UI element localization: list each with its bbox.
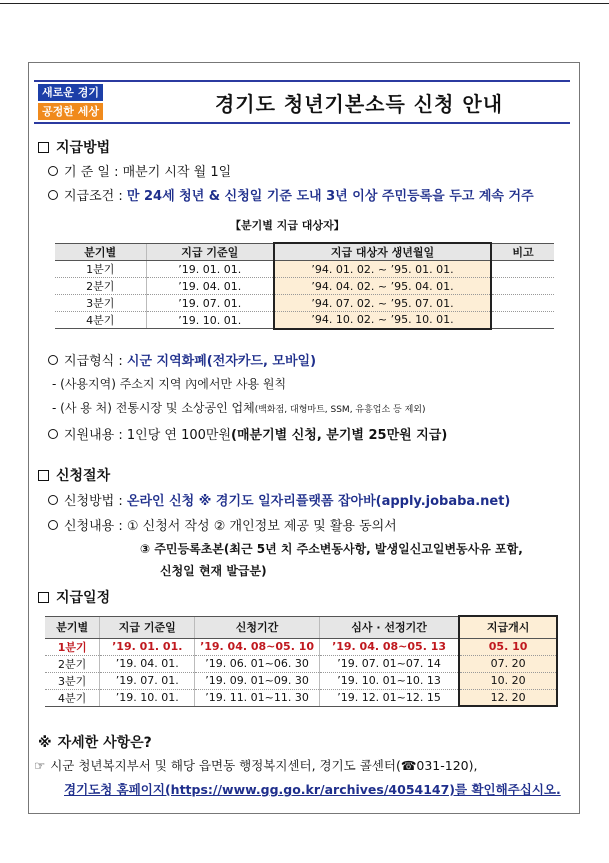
cell: ’19. 12. 01~12. 15 <box>319 689 459 706</box>
circle-outline-icon <box>48 190 58 200</box>
logo-line-1: 새로운 경기 <box>38 84 103 101</box>
sub-usage-place <box>52 399 426 416</box>
cell: ’19. 07. 01~07. 14 <box>319 655 459 672</box>
row-apply-method <box>48 490 510 509</box>
usage-place-note: (백화점, 대형마트, SSM, 유흥업소 등 제외) <box>254 405 426 415</box>
logo-line-2: 공정한 세상 <box>38 103 103 120</box>
col-header: 지급개시 <box>459 616 557 638</box>
label: 지급조건 : <box>64 189 123 204</box>
cell: ’19. 04. 01. <box>146 278 274 295</box>
pointing-hand-icon: ☞ <box>34 758 46 773</box>
section-application-process <box>38 465 110 485</box>
cell: 4분기 <box>55 312 146 329</box>
reference-mark-icon: ※ <box>38 735 52 751</box>
cell: ’94. 07. 02. ~ ’95. 07. 01. <box>274 295 491 312</box>
value: 시군 지역화폐(전자카드, 모바일) <box>126 354 317 369</box>
cell: ’94. 04. 02. ~ ’95. 04. 01. <box>274 278 491 295</box>
value-bold: (매분기별 신청, 분기별 25만원 지급) <box>231 428 448 443</box>
circle-outline-icon <box>48 166 58 176</box>
label: 신청방법 : <box>64 494 123 509</box>
square-outline-icon <box>38 470 49 481</box>
row-apply-content-3: ③ 주민등록초본(최근 5년 치 주소변동사항, 발생일신고일변동사유 포함, <box>140 542 523 556</box>
col-header: 지급 대상자 생년월일 <box>274 243 491 261</box>
table-row <box>45 672 557 689</box>
cell <box>491 278 554 295</box>
cell: 2분기 <box>45 655 100 672</box>
target-table <box>55 242 554 330</box>
row-conditions <box>48 185 534 204</box>
square-outline-icon <box>38 142 49 153</box>
value: 만 24세 청년 & 신청일 기준 도내 3년 이상 주민등록을 두고 계속 거주 <box>126 189 534 204</box>
label: 지급형식 : <box>64 354 123 369</box>
circle-outline-icon <box>48 355 58 365</box>
row-payment-form <box>48 350 316 369</box>
label: 기 준 일 : <box>64 165 119 180</box>
square-outline-icon <box>38 592 49 603</box>
cell: ’19. 10. 01. <box>100 689 195 706</box>
cell: 12. 20 <box>459 689 557 706</box>
cell: ’19. 01. 01. <box>146 261 274 278</box>
table-row <box>55 312 554 329</box>
cell <box>491 312 554 329</box>
cell: ’19. 10. 01~10. 13 <box>319 672 459 689</box>
circle-outline-icon <box>48 429 58 439</box>
col-header: 분기별 <box>45 616 100 638</box>
top-rule <box>0 3 609 4</box>
usage-place-main: - (사 용 처) 전통시장 및 소상공인 업체 <box>52 401 255 415</box>
cell: ’19. 07. 01. <box>100 672 195 689</box>
section-title: 지급일정 <box>56 590 111 606</box>
table-row <box>45 655 557 672</box>
cell: ’19. 09. 01~09. 30 <box>195 672 320 689</box>
cell: 1분기 <box>55 261 146 278</box>
cell: ’19. 06. 01~06. 30 <box>195 655 320 672</box>
cell <box>491 261 554 278</box>
table-row <box>55 295 554 312</box>
row-support <box>48 424 447 443</box>
table-header-row <box>55 243 554 261</box>
cell: 1분기 <box>45 638 100 655</box>
section-title: 신청절차 <box>56 468 111 484</box>
table-row <box>55 278 554 295</box>
info-text: 시군 청년복지부서 및 해당 읍면동 행정복지센터, 경기도 콜센터(☎031-120), <box>50 758 478 773</box>
page-title: 경기도 청년기본소득 신청 안내 <box>214 92 504 116</box>
value: ① 신청서 작성 ② 개인정보 제공 및 활용 동의서 <box>126 519 397 534</box>
cell: ’19. 01. 01. <box>100 638 195 655</box>
row-apply-content-3b: 신청일 현재 발급분) <box>160 564 267 578</box>
col-header: 지급 기준일 <box>146 243 274 261</box>
value: 온라인 신청 ※ 경기도 일자리플랫폼 잡아바(apply.jobaba.net) <box>126 494 511 509</box>
cell: ’94. 10. 02. ~ ’95. 10. 01. <box>274 312 491 329</box>
sub-usage-area: - (사용지역) 주소지 지역 內에서만 사용 원칙 <box>52 377 287 391</box>
section-title: 자세한 사항은? <box>57 735 152 751</box>
label: 지원내용 : <box>64 428 123 443</box>
section-payment-method <box>38 137 110 157</box>
row-base-date <box>48 161 231 180</box>
label: 신청내용 : <box>64 519 123 534</box>
cell: 3분기 <box>45 672 100 689</box>
gyeonggi-logo <box>38 84 112 120</box>
cell: ’19. 11. 01~11. 30 <box>195 689 320 706</box>
table-row <box>45 638 557 655</box>
col-header: 신청기간 <box>195 616 320 638</box>
cell: ’19. 07. 01. <box>146 295 274 312</box>
cell: 3분기 <box>55 295 146 312</box>
homepage-link[interactable]: 경기도청 홈페이지(https://www.gg.go.kr/archives/4054147)를 확인해주십시오. <box>64 782 561 797</box>
header-bottom-bar <box>34 122 570 124</box>
circle-outline-icon <box>48 495 58 505</box>
col-header: 비고 <box>491 243 554 261</box>
cell: 05. 10 <box>459 638 557 655</box>
section-title: 지급방법 <box>56 140 111 156</box>
table-row <box>55 261 554 278</box>
table-row <box>45 689 557 706</box>
cell: 10. 20 <box>459 672 557 689</box>
table-caption: 【분기별 지급 대상자】 <box>230 219 345 232</box>
cell: ’19. 04. 08~05. 13 <box>319 638 459 655</box>
col-header: 지급 기준일 <box>100 616 195 638</box>
cell: 07. 20 <box>459 655 557 672</box>
value: 1인당 연 100만원 <box>126 428 232 443</box>
header-top-bar <box>34 80 570 82</box>
cell: ’19. 10. 01. <box>146 312 274 329</box>
cell <box>491 295 554 312</box>
schedule-table <box>45 615 558 707</box>
cell: ’94. 01. 02. ~ ’95. 01. 01. <box>274 261 491 278</box>
cell: 2분기 <box>55 278 146 295</box>
table-header-row <box>45 616 557 638</box>
section-payment-schedule <box>38 587 110 607</box>
header <box>34 80 570 126</box>
row-apply-content <box>48 515 397 534</box>
cell: ’19. 04. 08~05. 10 <box>195 638 320 655</box>
info-line-1 <box>34 756 477 774</box>
circle-outline-icon <box>48 520 58 530</box>
col-header: 심사 · 선정기간 <box>319 616 459 638</box>
section-more-info <box>38 732 152 752</box>
col-header: 분기별 <box>55 243 146 261</box>
cell: 4분기 <box>45 689 100 706</box>
cell: ’19. 04. 01. <box>100 655 195 672</box>
value: 매분기 시작 월 1일 <box>122 165 232 180</box>
